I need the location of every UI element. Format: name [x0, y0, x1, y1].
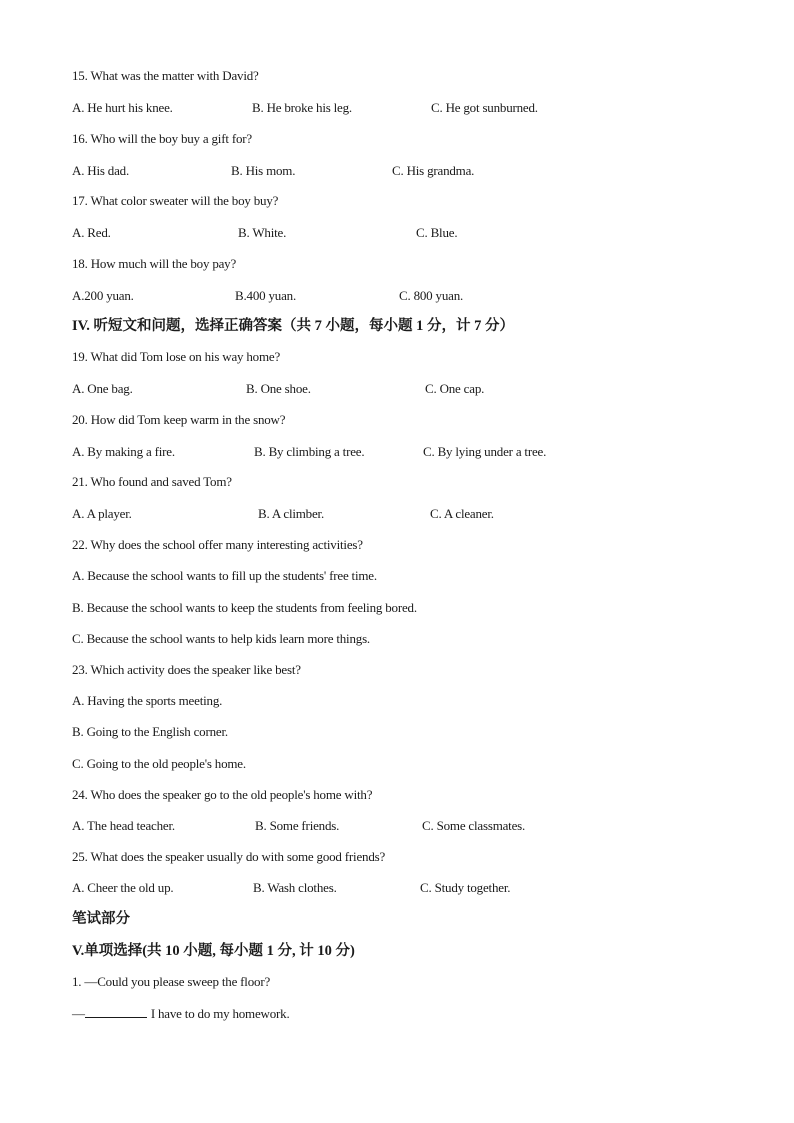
question-15: 15. What was the matter with David? [72, 68, 259, 83]
option-17c: C. Blue. [416, 225, 458, 240]
option-15a: A. He hurt his knee. [72, 100, 173, 115]
option-25a: A. Cheer the old up. [72, 880, 174, 895]
option-22b: B. Because the school wants to keep the students from feeling bored. [72, 600, 417, 615]
option-15c: C. He got sunburned. [431, 100, 538, 115]
option-19a: A. One bag. [72, 381, 133, 396]
question-17: 17. What color sweater will the boy buy? [72, 193, 279, 208]
option-21a: A. A player. [72, 506, 132, 521]
option-23c: C. Going to the old people's home. [72, 756, 246, 771]
option-21b: B. A climber. [258, 506, 325, 521]
option-16a: A. His dad. [72, 163, 130, 178]
option-23a: A. Having the sports meeting. [72, 693, 223, 708]
option-25c: C. Study together. [420, 880, 511, 895]
written-part-title: 笔试部分 [72, 911, 130, 927]
option-17a: A. Red. [72, 225, 111, 240]
option-18a: A.200 yuan. [72, 288, 134, 303]
option-17b: B. White. [238, 225, 287, 240]
question-23: 23. Which activity does the speaker like best? [72, 662, 301, 677]
question-24: 24. Who does the speaker go to the old people's home with? [72, 787, 373, 802]
option-18b: B.400 yuan. [235, 288, 296, 303]
option-15b: B. He broke his leg. [252, 100, 352, 115]
option-19b: B. One shoe. [246, 381, 311, 396]
option-16b: B. His mom. [231, 163, 296, 178]
question-1: 1. —Could you please sweep the floor? [72, 974, 271, 989]
option-19c: C. One cap. [425, 381, 485, 396]
section-4-title: IV. 听短文和问题，选择正确答案（共 7 小题，每小题 1 分，计 7 分） [72, 318, 514, 334]
option-20b: B. By climbing a tree. [254, 444, 365, 459]
section-5-title: V.单项选择(共 10 小题, 每小题 1 分, 计 10 分) [72, 943, 355, 959]
answer-blank [85, 1005, 147, 1018]
question-16: 16. Who will the boy buy a gift for? [72, 131, 252, 146]
option-24b: B. Some friends. [255, 818, 340, 833]
option-25b: B. Wash clothes. [253, 880, 337, 895]
question-19: 19. What did Tom lose on his way home? [72, 349, 281, 364]
option-18c: C. 800 yuan. [399, 288, 464, 303]
question-1-answer-line [72, 1005, 290, 1022]
answer-dash: — [72, 1006, 85, 1021]
question-22: 22. Why does the school offer many interesting activities? [72, 537, 363, 552]
option-24a: A. The head teacher. [72, 818, 175, 833]
option-20a: A. By making a fire. [72, 444, 175, 459]
answer-text: I have to do my homework. [150, 1006, 290, 1021]
option-23b: B. Going to the English corner. [72, 724, 228, 739]
question-20: 20. How did Tom keep warm in the snow? [72, 412, 286, 427]
option-22a: A. Because the school wants to fill up the students' free time. [72, 568, 377, 583]
question-18: 18. How much will the boy pay? [72, 256, 237, 271]
question-25: 25. What does the speaker usually do with some good friends? [72, 849, 386, 864]
option-16c: C. His grandma. [392, 163, 475, 178]
question-21: 21. Who found and saved Tom? [72, 474, 232, 489]
option-24c: C. Some classmates. [422, 818, 526, 833]
option-20c: C. By lying under a tree. [423, 444, 547, 459]
option-21c: C. A cleaner. [430, 506, 494, 521]
option-22c: C. Because the school wants to help kids learn more things. [72, 631, 370, 646]
